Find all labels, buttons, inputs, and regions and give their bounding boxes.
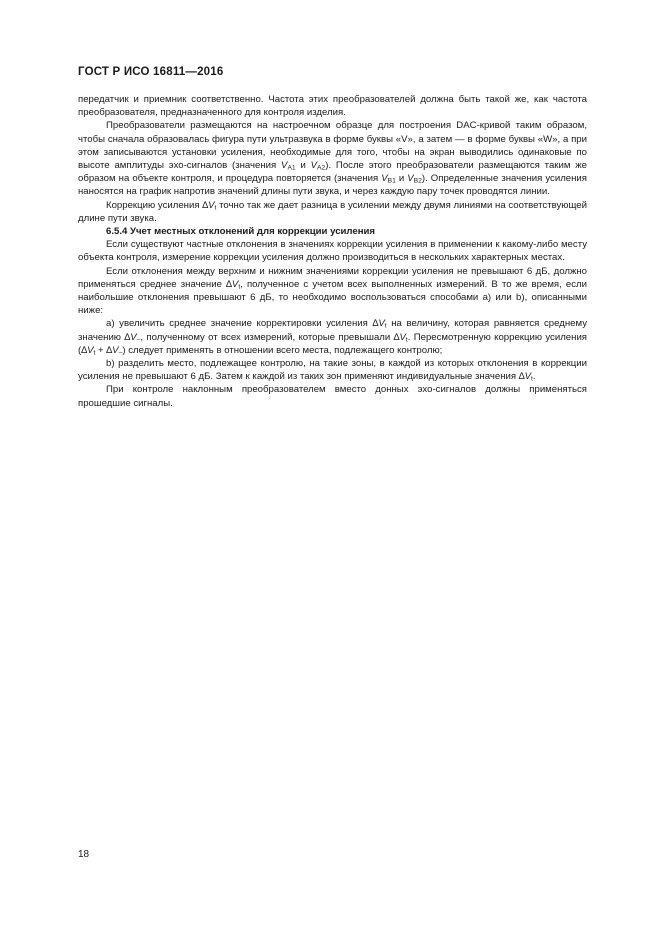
- paragraph-3: Коррекцию усиления $\Delta V_t$ точно так же дает разница в усилении между двумя линиями на соответствующей длине пути звука.: [78, 199, 587, 224]
- paragraph-1: передатчик и приемник соответственно. Частота этих преобразователей должна быть такой же, как частота преобразователя, предназначенного для контроля изделия.: [78, 94, 587, 119]
- section-heading: 6.5.4 Учет местных отклонений для коррекции усиления: [106, 226, 376, 238]
- document-body: [78, 93, 587, 410]
- paragraph-6: При контроле наклонным преобразователем вместо донных эхо-сигналов должны применяться прошедшие сигналы.: [78, 384, 587, 409]
- paragraph-5: Если отклонения между верхним и нижним значениями коррекции усиления не превышают 6 дБ, должно применяться среднее значение $\Delta V_t$, полученное с учетом всех выполненных измерений. В то же время, если наибольшие отклонения превышают 6 дБ, то необходимо воспользоваться способами a) или b), описанными ниже:: [78, 265, 587, 317]
- document-header: ГОСТ Р ИСО 16811—2016: [78, 66, 224, 78]
- paragraph-4: Если существуют частные отклонения в значениях коррекции усиления в применении к какому-либо месту объекта контроля, измерение коррекции усиления должно производиться в нескольких характерных местах.: [78, 239, 587, 264]
- list-item-a: a) увеличить среднее значение корректировки усиления $\Delta V_t$ на величину, которая равняется среднему значению $\Delta V_-$, полученному от всех измерений, которые превышали $\Delta V_t$. Пересмотренную коррекцию усиления $(\Delta V_t + \Delta V_-)$ следует применять в отношении всего места, подлежащего контролю;: [78, 318, 587, 357]
- list-item-b: b) разделить место, подлежащее контролю, на такие зоны, в каждой из которых отклонения в коррекции усиления не превышают 6 дБ. Затем к каждой из таких зон применяют индивидуальные значения $\Delta V_t$.: [78, 358, 587, 383]
- paragraph-2: Преобразователи размещаются на настроечном образце для построения DAC-кривой таким образом, чтобы сначала образовалась фигура пути ультразвука в форме буквы «V», а затем — в форме буквы «W», а при этом записываются установки усиления, необходимые для того, чтобы на экран выводились одинаковые по высоте амплитуды эхо-сигналов (значения $V_{A1}$ и $V_{A2}$). После этого преобразователи размещаются таким же образом на объекте контроля, и процедура повторяется (значения $V_{B1}$ и $V_{B2}$). Определенные значения усиления наносятся на график напротив значений длины пути звука, и через каждую пару точек проводятся линии.: [78, 120, 587, 198]
- page-number: 18: [78, 849, 90, 860]
